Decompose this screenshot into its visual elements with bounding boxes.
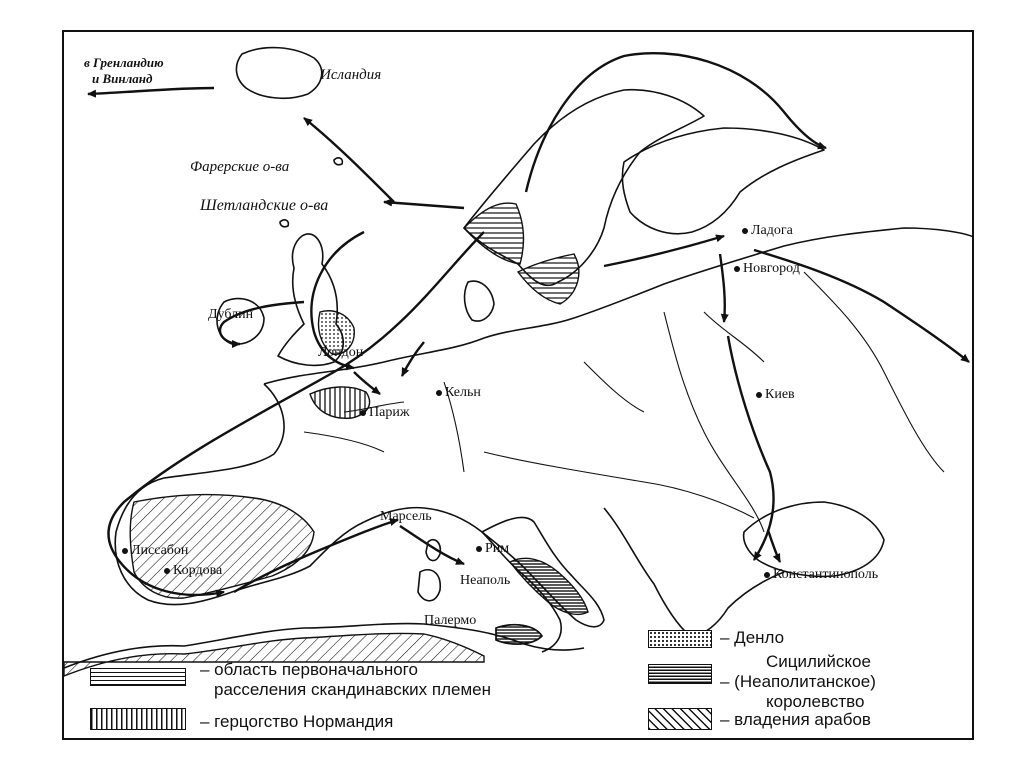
continent-north-coast: [264, 228, 974, 384]
label-faroe: Фарерские о-ва: [190, 159, 290, 175]
label-rome: [476, 542, 509, 556]
palermo-region: [496, 625, 542, 644]
route-paris: [402, 342, 424, 376]
label-novgorod: [734, 262, 800, 276]
label-london: Лондон: [318, 345, 364, 360]
route-constantinople: [768, 530, 780, 562]
label-ladoga-text: Ладога: [751, 223, 793, 238]
route-italy: [400, 526, 464, 564]
label-iceland: Исландия: [320, 67, 382, 83]
label-kiev: [756, 388, 795, 402]
city-dot: [734, 266, 740, 272]
label-paris-text: Париж: [369, 405, 410, 420]
label-cordoba-text: Кордова: [173, 563, 223, 578]
sicily-kingdom-region: [510, 558, 588, 614]
legend-swatch-danelaw: [648, 630, 712, 648]
legend-danelaw: – Денло: [720, 628, 785, 647]
sardinia-coast: [418, 570, 440, 601]
river-volga: [804, 272, 944, 472]
route-greenland: [88, 88, 214, 94]
label-novgorod-text: Новгород: [743, 261, 800, 276]
label-rome-text: Рим: [485, 541, 510, 556]
route-north-cape: [526, 53, 826, 192]
label-naples: Неаполь: [460, 573, 511, 588]
label-shetland: Шетландские о-ва: [200, 197, 329, 214]
jutland-coast: [465, 281, 494, 321]
legend-swatch-scandinavian: [90, 668, 186, 686]
label-constantinople: [764, 568, 878, 582]
city-dot: [360, 410, 366, 416]
city-dot: [742, 228, 748, 234]
route-shetland: [384, 202, 464, 208]
city-dot: [122, 548, 128, 554]
label-greenland-1: в Гренландию: [84, 55, 164, 70]
legend-sicily-1: Сицилийское: [766, 652, 871, 671]
route-ladoga: [604, 236, 724, 266]
legend-sicily-2: – (Неаполитанское): [720, 672, 876, 691]
legend-swatch-normandy: [90, 708, 186, 730]
label-lisbon-text: Лиссабон: [131, 543, 189, 558]
city-dot: [756, 392, 762, 398]
label-palermo: Палермо: [424, 613, 477, 628]
label-constantinople-text: Константинополь: [773, 567, 879, 582]
legend-swatch-sicily: [648, 664, 712, 684]
legend-sicily-3: королевство: [766, 692, 865, 711]
label-cordoba: [164, 564, 222, 578]
city-dot: [764, 572, 770, 578]
label-paris: [360, 406, 410, 420]
city-dot: [436, 390, 442, 396]
balkans-coast: [604, 508, 784, 636]
label-koln: [436, 386, 481, 400]
label-lisbon: [122, 544, 188, 558]
map-graphic: [64, 32, 974, 740]
route-iceland: [304, 118, 394, 202]
legend-normandy: – герцогство Нормандия: [200, 712, 394, 731]
legend-scandinavian-1: – область первоначального: [200, 660, 418, 679]
city-dot: [476, 546, 482, 552]
legend-scandinavian-2: расселения скандинавских племен: [214, 680, 492, 699]
river-danube: [484, 452, 754, 518]
legend-arabs: – владения арабов: [720, 710, 871, 729]
sweden-homeland-region: [518, 254, 579, 304]
river-loire: [304, 432, 384, 452]
scandinavia-homeland-region: [464, 203, 523, 264]
label-marseille: Марсель: [380, 509, 432, 524]
label-ladoga: [742, 224, 793, 238]
city-dot: [164, 568, 170, 574]
legend-swatch-arabs: [648, 708, 712, 730]
label-kiev-text: Киев: [765, 387, 795, 402]
iceland-coast: [236, 48, 321, 99]
label-dublin: Дублин: [208, 307, 254, 322]
label-greenland-2: и Винланд: [92, 71, 153, 86]
label-koln-text: Кельн: [445, 385, 481, 400]
map-frame: [62, 30, 974, 740]
